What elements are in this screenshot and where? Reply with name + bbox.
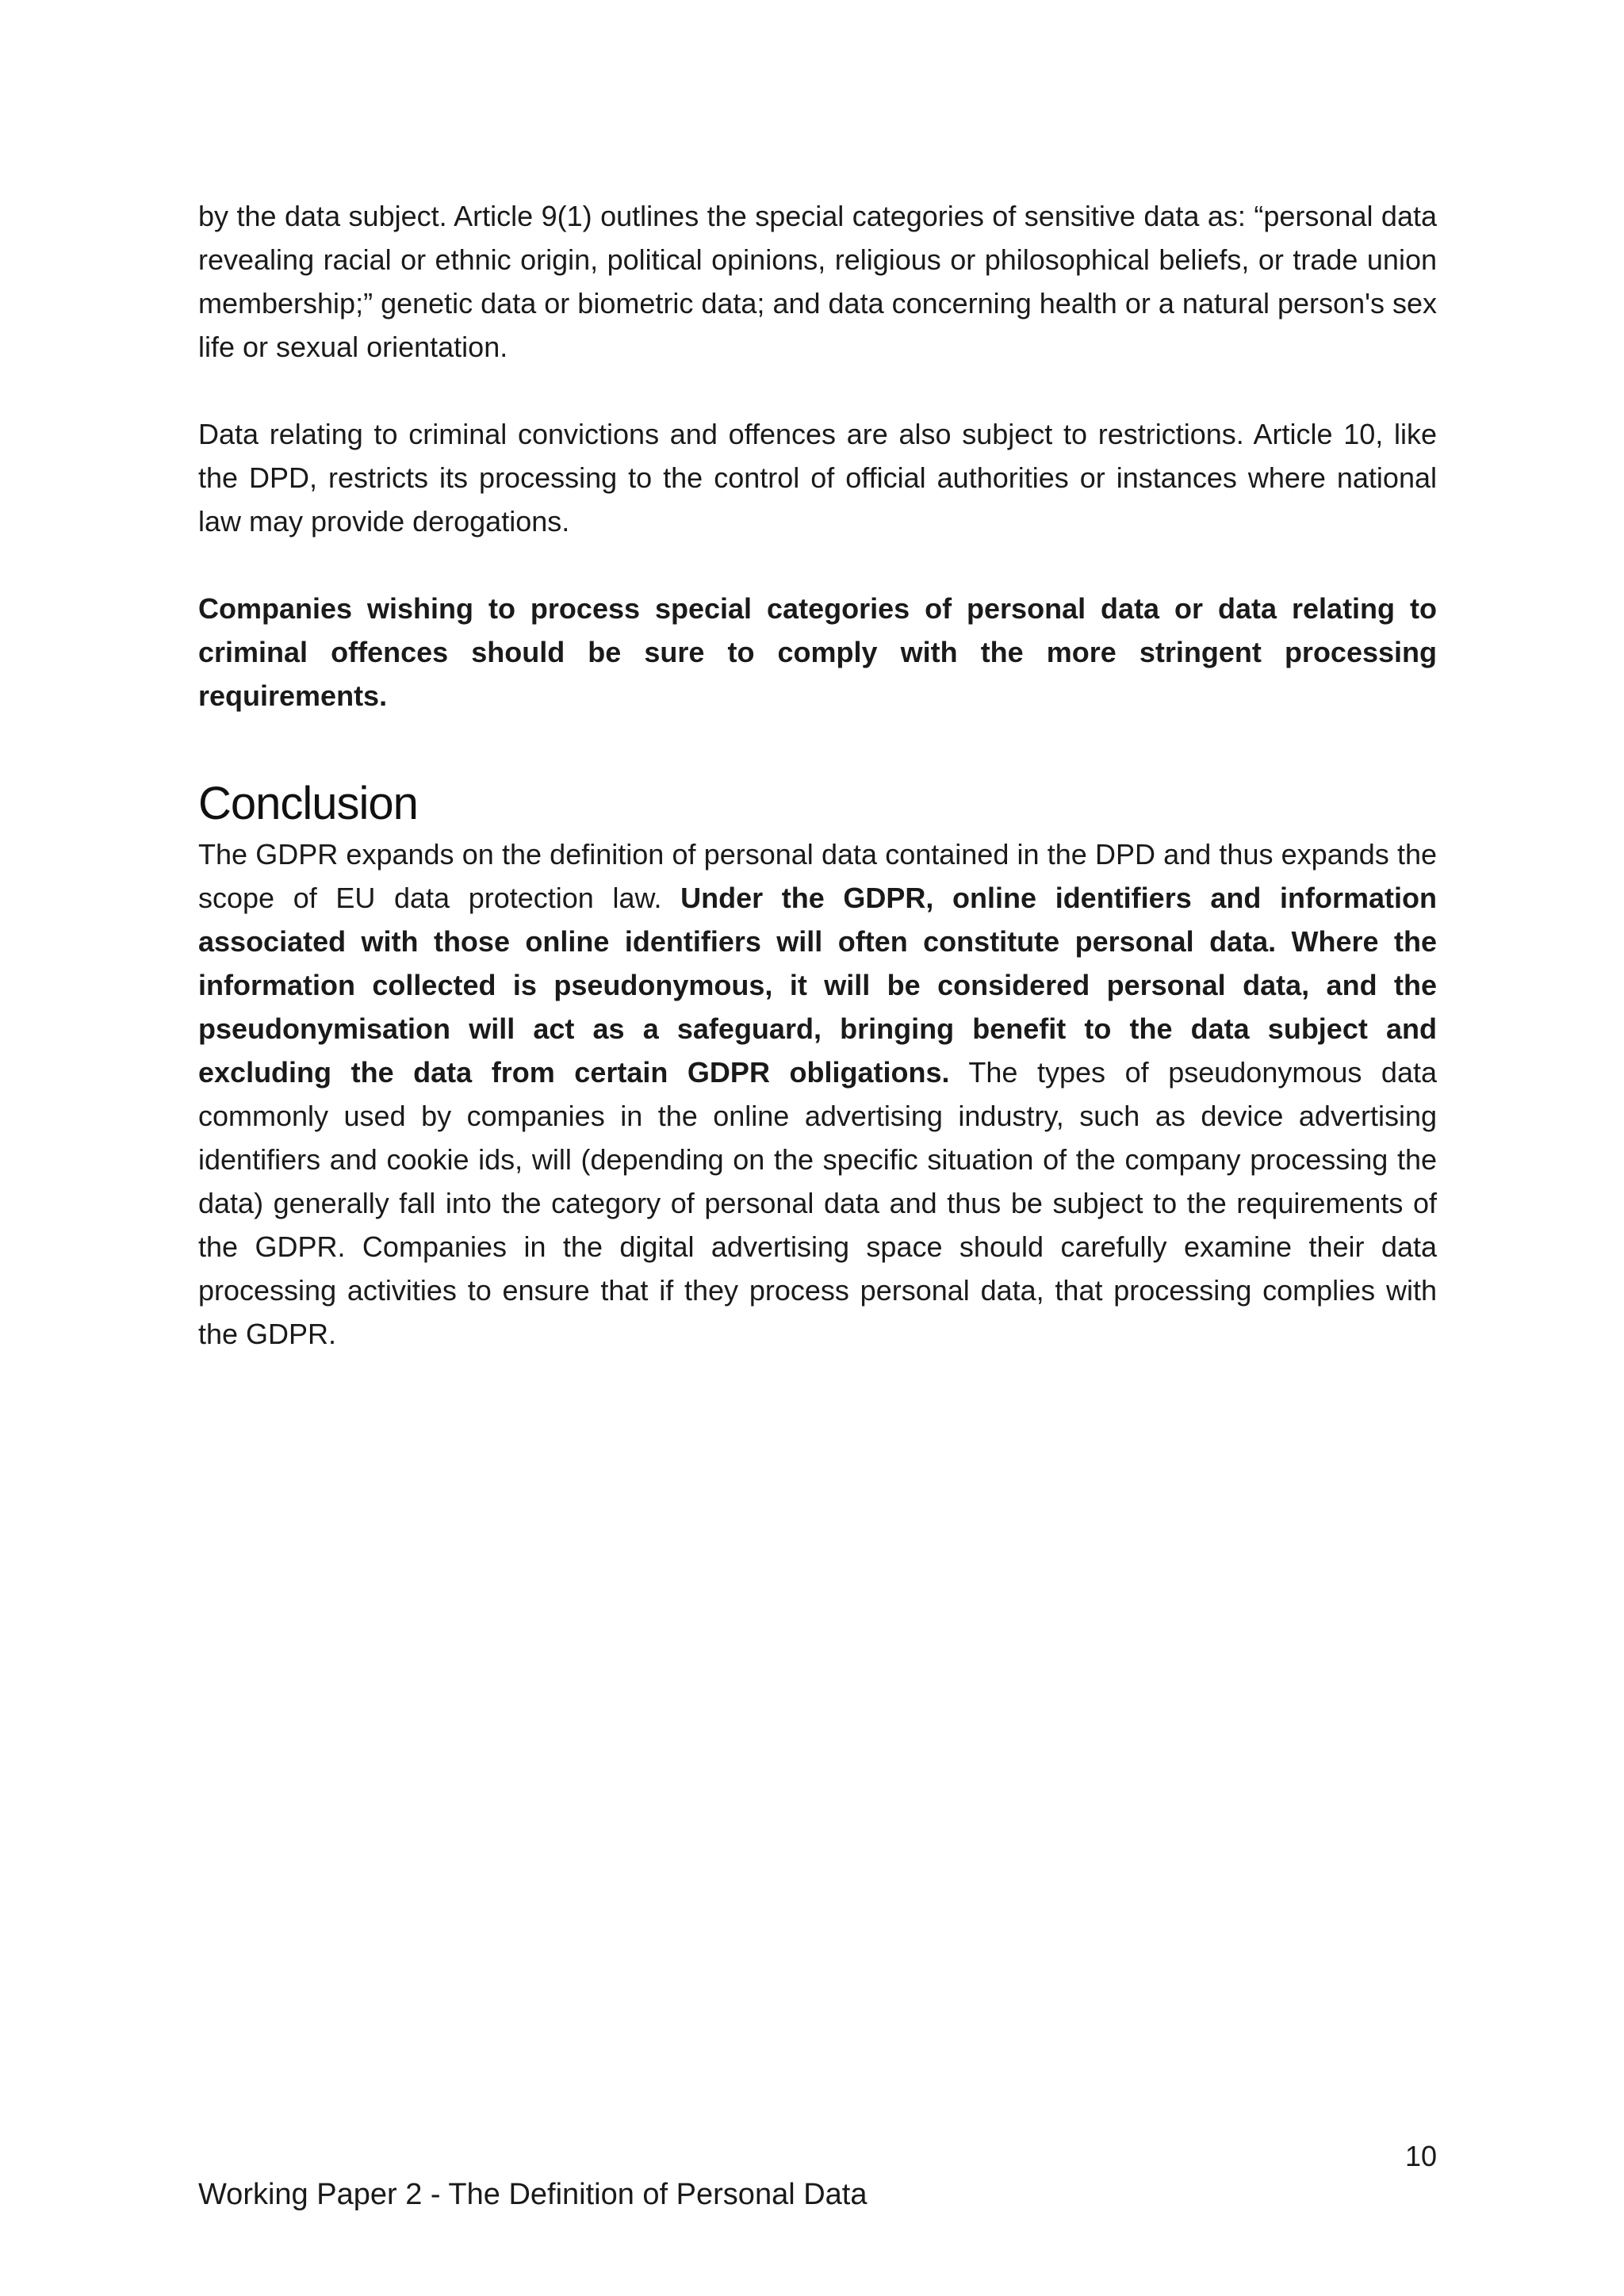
- section-heading-conclusion: Conclusion: [198, 778, 418, 829]
- conclusion-text-bold: Under the GDPR, online identifiers and information associated with those online identifiers will often constitute personal data. Where the information collected is pseudonymous, it will be considered personal data, and the pseudonymisation will act as a safeguard, bringing benefit to the data subject and excluding the data from certain GDPR obligations.: [198, 882, 1437, 1089]
- paragraph-compliance-note: Companies wishing to process special categories of personal data or data relating to criminal offences should be sure to comply with the more stringent processing requirements.: [198, 592, 1437, 712]
- page-number: 10: [1404, 2140, 1437, 2172]
- conclusion-text-intro: The GDPR expands on the definition of personal data contained in the DPD and thus expands the scope of EU data protection law.: [198, 838, 1437, 914]
- page-content: [198, 194, 1437, 1399]
- paragraph-sensitive-data: by the data subject. Article 9(1) outlines the special categories of sensitive data as: “personal data revealing racial or ethnic origin, political opinions, religious or philosophical beliefs, or trade union membership;” genetic data or biometric data; and data concerning health or a natural person's sex life or sexual orientation.: [198, 200, 1437, 363]
- paragraph-criminal-convictions: Data relating to criminal convictions and offences are also subject to restrictions. Article 10, like the DPD, restricts its processing to the control of official authorities or instances where national law may provide derogations.: [198, 418, 1437, 538]
- conclusion-text-rest: The types of pseudonymous data commonly used by companies in the online advertising industry, such as device advertising identifiers and cookie ids, will (depending on the specific situation of the company processing the data) generally fall into the category of personal data and thus be subject to the requirements of the GDPR. Companies in the digital advertising space should carefully examine their data processing activities to ensure that if they process personal data, that processing complies with the GDPR.: [198, 1056, 1437, 1350]
- paragraph-conclusion: [198, 832, 1437, 1356]
- page-footer: Working Paper 2 - The Definition of Personal Data: [198, 2178, 868, 2211]
